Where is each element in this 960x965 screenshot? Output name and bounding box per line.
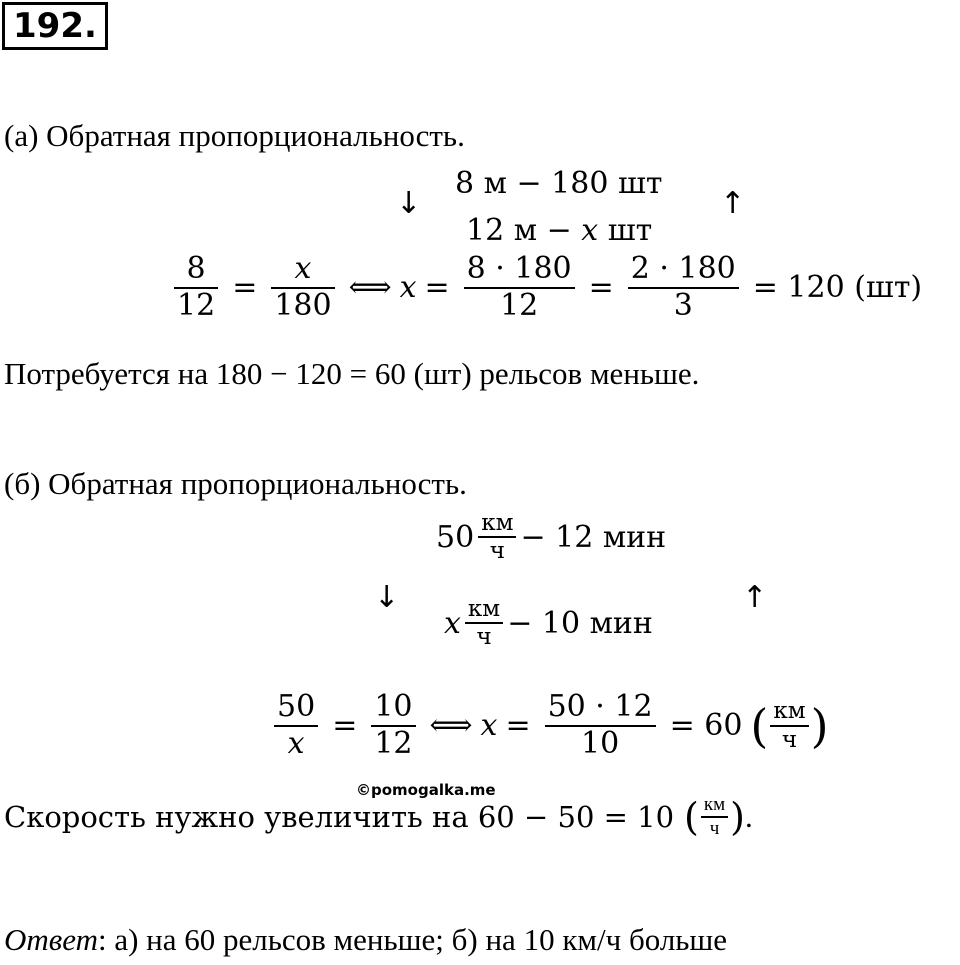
part-b-proportion-row-1: 50 $\frac{км}{ч}$ − 12 мин [436,510,667,565]
part-b-heading: (б) Обратная пропорциональность. [4,466,467,501]
part-a-equation: $\frac{8}{12}$ = $\frac{x}{180}$ ⟺ x = $\frac{8 \cdot 180}{12}$ = $\frac{2 \cdot 180}{3}$ = 120 (шт) [168,252,922,323]
part-b-conclusion: Скорость нужно увеличить на 60 − 50 = 10 ( $\frac{км}{ч}$ ) . [4,794,753,839]
arrow-down-icon: ↓ [396,186,422,221]
answer-text: : а) на 60 рельсов меньше; б) на 10 км/ч больше [97,922,728,957]
arrow-down-icon: ↓ [374,580,400,615]
answer-line [4,922,727,958]
part-a-proportion-row-1: 8 м − 180 шт [455,166,663,201]
part-a-conclusion: Потребуется на 180 − 120 = 60 (шт) рельсов меньше. [4,356,700,391]
watermark: ©pomogalka.me [356,781,496,799]
fraction: $\frac{8}{12}$ [174,252,218,323]
fraction: $\frac{50}{x}$ [274,690,318,761]
answer-label: Ответ [4,922,98,957]
part-a-proportion-row-2: 12 м − x шт [466,213,653,248]
part-b-equation: $\frac{50}{x}$ = $\frac{10}{12}$ ⟺ x = $\frac{50 \cdot 12}{10}$ = 60 ( $\frac{км}{ч}$ ) [268,690,829,761]
part-b-proportion-row-2: x $\frac{км}{ч}$ − 10 мин [444,596,653,651]
part-a-heading: (а) Обратная пропорциональность. [4,118,465,153]
fraction: $\frac{8 \cdot 180}{12}$ [464,252,575,323]
fraction: $\frac{10}{12}$ [371,690,415,761]
arrow-up-icon: ↑ [742,580,768,615]
fraction: $\frac{50 \cdot 12}{10}$ [545,690,656,761]
problem-number: 192. [2,2,108,50]
fraction: $\frac{2 \cdot 180}{3}$ [628,252,739,323]
fraction: $\frac{x}{180}$ [271,252,334,323]
arrow-up-icon: ↑ [720,186,746,221]
